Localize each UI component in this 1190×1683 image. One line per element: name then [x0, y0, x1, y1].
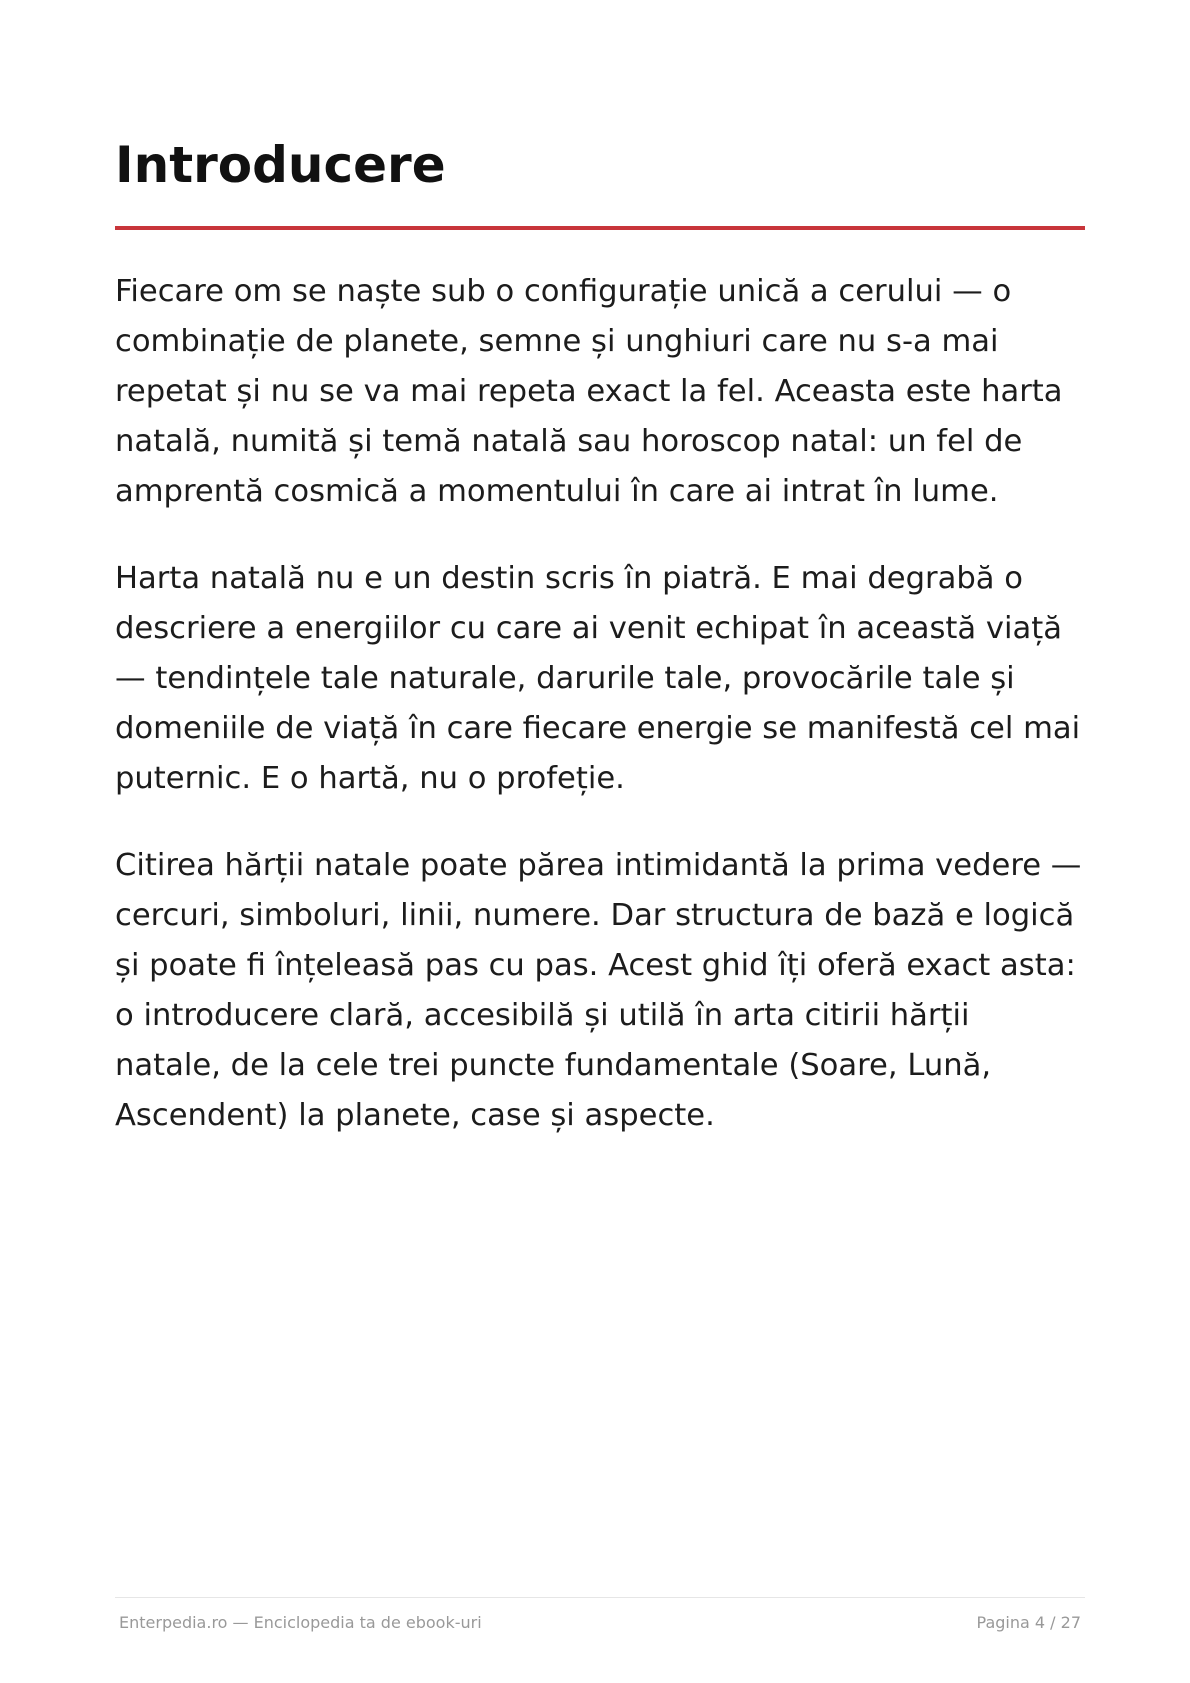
- body-text: [115, 267, 1085, 1178]
- footer-page-number: Pagina 4 / 27: [976, 1613, 1081, 1632]
- title-divider: [115, 226, 1085, 230]
- page-title: Introducere: [115, 136, 446, 194]
- paragraph-2: Harta natală nu e un destin scris în piatră. E mai degrabă o descriere a energiilor cu care ai venit echipat în această viață — tendințele tale naturale, darurile tale, provocările tale și domeniile de viață în care fiecare energie se manifestă cel mai puternic. E o hartă, nu o profeție.: [115, 561, 1081, 796]
- footer-divider: [115, 1597, 1085, 1598]
- document-page: [115, 0, 1085, 1683]
- paragraph-1: Fiecare om se naște sub o configurație unică a cerului — o combinație de planete, semne și unghiuri care nu s-a mai repetat și nu se va mai repeta exact la fel. Aceasta este harta natală, numită și temă natală sau horoscop natal: un fel de amprentă cosmică a momentului în care ai intrat în lume.: [115, 274, 1063, 509]
- paragraph-3: Citirea hărții natale poate părea intimidantă la prima vedere — cercuri, simboluri, linii, numere. Dar structura de bază e logică și poate fi înțeleasă pas cu pas. Acest ghid îți oferă exact asta: o introducere clară, accesibilă și utilă în arta citirii hărții natale, de la cele trei puncte fundamentale (Soare, Lună, Ascendent) la planete, case și aspecte.: [115, 848, 1082, 1133]
- footer-site-name: Enterpedia.ro — Enciclopedia ta de ebook-uri: [119, 1613, 482, 1632]
